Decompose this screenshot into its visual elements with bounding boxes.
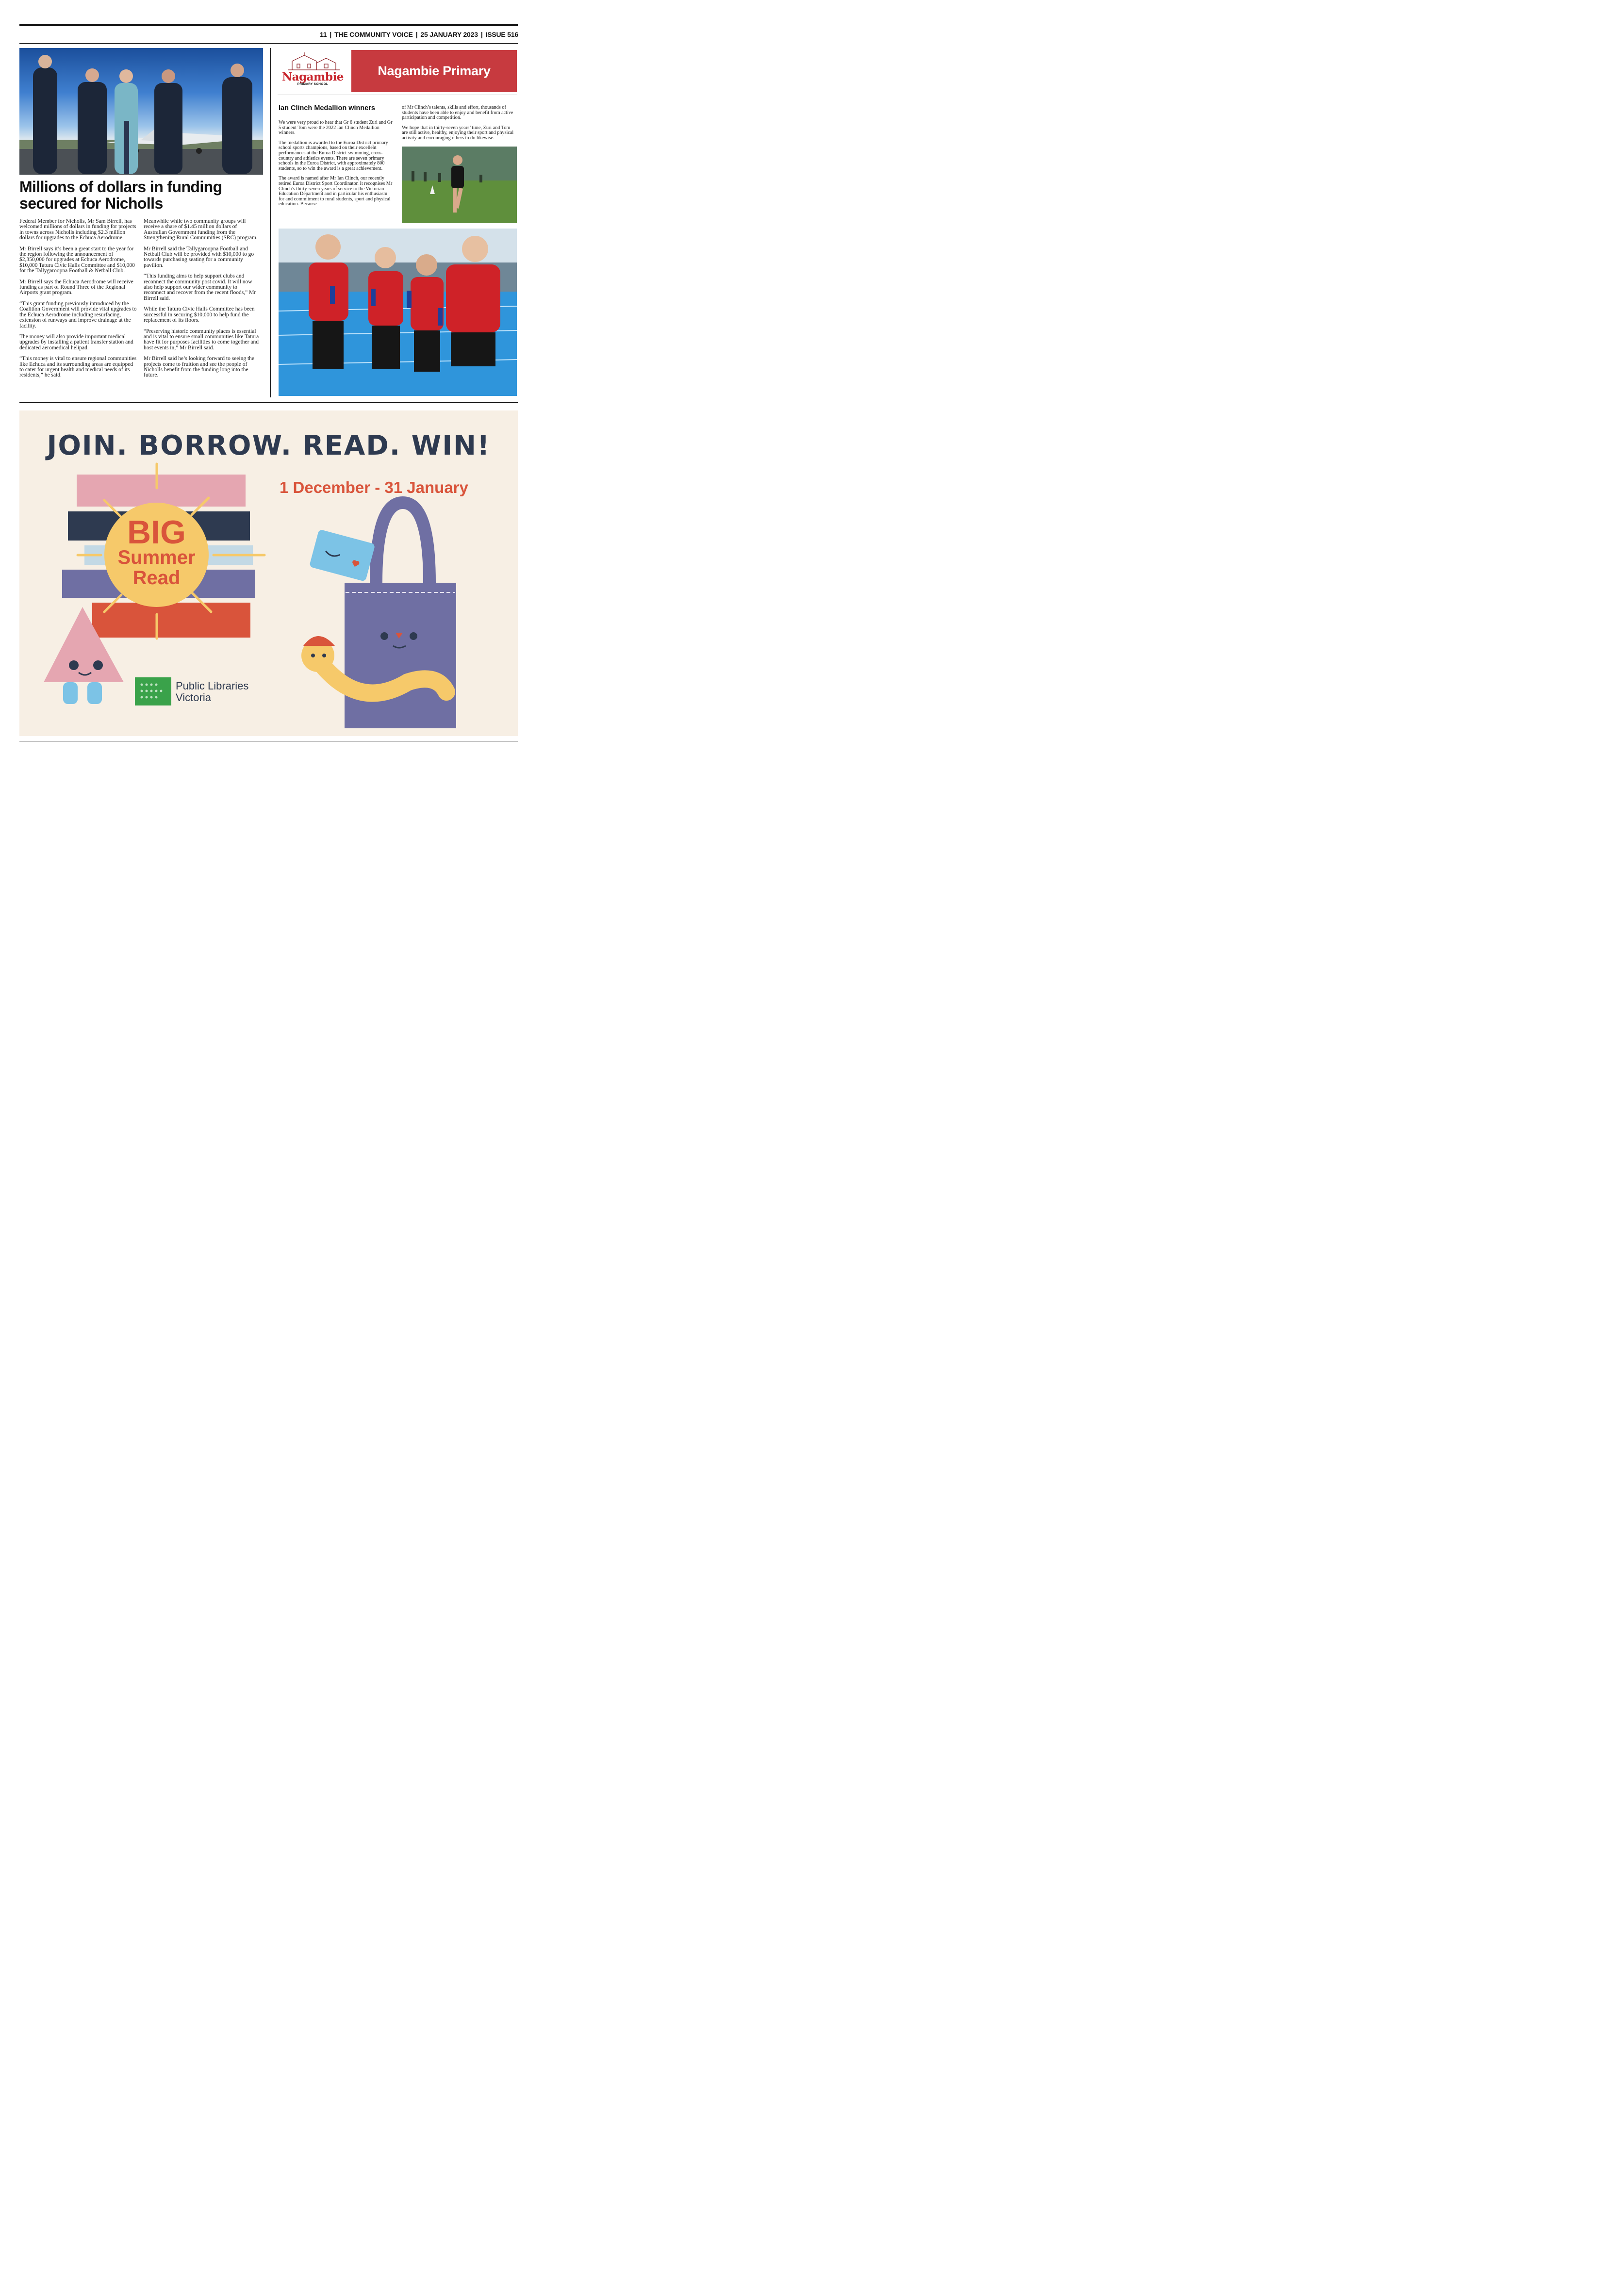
runner-photo-illustration <box>402 147 517 223</box>
article-paragraph: “This grant funding previously introduced by the Coalition Government will provide vital upgrades to the Echuca Aerodrome including resurfacing, extension of runways and improve drainage at the facility. <box>19 300 137 329</box>
summer-word: Summer <box>117 547 196 568</box>
tote-bag <box>345 583 456 728</box>
ad-illustration <box>19 410 518 736</box>
issue-number: ISSUE 516 <box>485 31 518 38</box>
masthead: 11 | THE COMMUNITY VOICE | 25 JANUARY 2023 | ISSUE 516 <box>319 31 518 38</box>
school-logo-name: Nagambie <box>282 70 344 83</box>
book-pink <box>77 475 246 507</box>
article-paragraph: Mr Birrell says it’s been a great start to the year for the region following the announcement of $2,350,000 for upgrades at Echuca Aerodrome, $10,000 Tatura Civic Halls Committee and $10,000 for the Tallygaroopna Football & Netball Club. <box>19 246 135 274</box>
article-paragraph: The award is named after Mr Ian Clinch, our recently retired Euroa District Sport Coordinator. It recognises Mr Clinch’s thirty-seven years of service to the Victorian Education Department and in particular his enthusiasm for and commitment to rural students, sport and physical education. Because <box>279 176 393 207</box>
article-paragraph: The medallion is awarded to the Euroa District primary school sports champions, based on their excellent performances at the Euroa District swimming, cross-country and athletics events. There are seven primary schools in the Euroa District, with approximately 800 students, so to win the award is a great achievement. <box>279 140 388 171</box>
section-rule <box>19 402 518 403</box>
bag-handle <box>376 503 429 583</box>
article-column-1 <box>19 219 138 384</box>
article-paragraph: “This funding aims to help support clubs and reconnect the community post covid. It will now also help support our wider community to reconnect and recover from the recent floods,” Mr Birrell said. <box>144 273 256 301</box>
brand-line-1: Public Libraries <box>176 680 249 692</box>
column-divider <box>270 48 271 397</box>
ad-dates: 1 December - 31 January <box>280 478 468 496</box>
article-paragraph: Mr Birrell says the Echuca Aerodrome will receive funding as part of Round Three of the Regional Airports grant program. <box>19 279 133 296</box>
athletes-photo-illustration <box>279 229 517 396</box>
aerodrome-photo-illustration <box>19 48 263 175</box>
athletics-girls-photo <box>279 229 517 396</box>
article-paragraph: We hope that in thirty-seven years’ time, Zuri and Tom are still active, healthy, enjoying their sport and physical activity and encouraging others to do likewise. <box>402 125 514 141</box>
school-building-icon <box>278 50 348 72</box>
big-summer-read-text <box>104 514 209 589</box>
book-red <box>92 603 250 638</box>
article-paragraph: of Mr Clinch’s talents, skills and effort, thousands of students have been able to enjoy and benefit from active participation and competition. <box>402 105 513 121</box>
issue-date: 25 JANUARY 2023 <box>420 31 478 38</box>
article-subheading: Ian Clinch Medallion winners <box>279 104 375 112</box>
big-word: BIG <box>127 514 186 551</box>
article-paragraph: “This money is vital to ensure regional communities like Echuca and its surrounding areas are equipped to cater for urgent health and medical needs of its residents,” he said. <box>19 356 137 378</box>
masthead-rule <box>19 43 518 44</box>
plv-logo-mark <box>135 677 171 705</box>
article-headline: Millions of dollars in funding secured for Nicholls <box>19 178 222 212</box>
brand-line-2: Victoria <box>176 691 211 704</box>
cross-country-runner-photo <box>402 147 517 223</box>
top-rule <box>19 24 518 26</box>
library-card <box>309 529 376 582</box>
article-paragraph: Mr Birrell said he’s looking forward to seeing the projects come to fruition and see the people of Nicholls benefit from the funding long into the future. <box>144 356 255 378</box>
school-article-column-2 <box>402 105 517 146</box>
school-logo-subtitle: PRIMARY SCHOOL <box>297 82 329 86</box>
big-summer-read-ad <box>19 410 518 736</box>
article-paragraph: “Preserving historic community places is essential and is vital to ensure small communities like Tatura have fit for purposes facilities to come together and host events in,” Mr Birrell said. <box>144 328 259 351</box>
publication-name: THE COMMUNITY VOICE <box>334 31 413 38</box>
article-paragraph: The money will also provide important medical upgrades by installing a patient transfer station and dedicated aeromedical helipad. <box>19 333 133 351</box>
article-paragraph: Federal Member for Nicholls, Mr Sam Birrell, has welcomed millions of dollars in funding for projects in towns across Nicholls including $2.3 million dollars for upgrades to the Echuca Aerodrome. <box>19 218 136 241</box>
article-paragraph: We were very proud to hear that Gr 6 student Zuri and Gr 5 student Tom were the 2022 Ian Clinch Medallion winners. <box>279 120 393 136</box>
aerodrome-group-photo <box>19 48 263 175</box>
ad-title: JOIN. BORROW. READ. WIN! <box>47 430 491 461</box>
school-article-column-1 <box>279 120 393 212</box>
article-column-2 <box>144 219 260 384</box>
page-number: 11 <box>319 31 327 38</box>
school-banner: Nagambie Primary <box>351 50 517 92</box>
article-paragraph: Meanwhile while two community groups will receive a share of $1.45 million dollars of Australian Government funding from the Strengthening Rural Communities (SRC) program. <box>144 218 258 241</box>
public-libraries-victoria-logo <box>176 680 248 704</box>
article-paragraph: While the Tatura Civic Halls Committee has been successful in securing $10,000 to help fund the replacement of its floors. <box>144 306 255 324</box>
read-word: Read <box>132 567 181 589</box>
article-paragraph: Mr Birrell said the Tallygaroopna Football and Netball Club will be provided with $10,000 to go towards purchasing seating for a community pavilion. <box>144 246 254 268</box>
